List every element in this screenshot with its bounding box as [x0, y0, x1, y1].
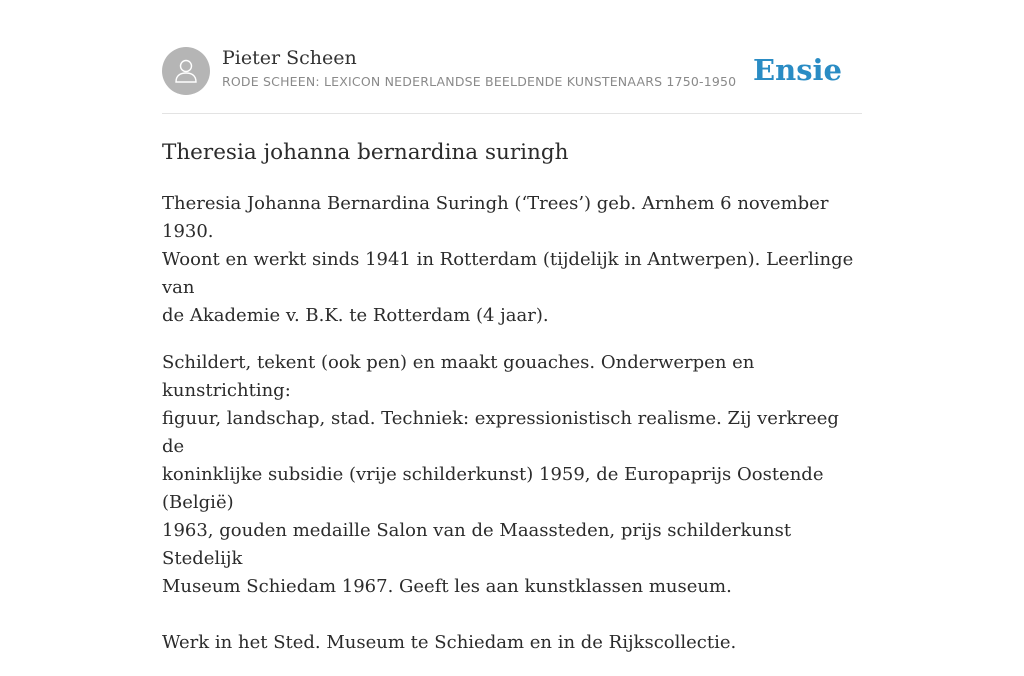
- paragraph-collections: Werk in het Sted. Museum te Schiedam en in de Rijkscollectie.: [162, 632, 737, 653]
- paragraph-work: Schildert, tekent (ook pen) en maakt gouaches. Onderwerpen en kunstrichting: figuur, landschap, stad. Techniek: expressionistisch realisme. Zij verkreeg de koninklijke subsidie (vrije schilderkunst) 1959, de Europaprijs Oostende (België) 1963, gouden medaille Salon van de Maassteden, prijs schilderkunst Stedelijk Museum Schiedam 1967. Geeft les aan kunstklassen museum.: [162, 352, 839, 597]
- article-header: [162, 46, 862, 96]
- author-name[interactable]: Pieter Scheen: [222, 47, 357, 69]
- avatar[interactable]: [162, 47, 210, 95]
- source-lexicon[interactable]: RODE SCHEEN: LEXICON NEDERLANDSE BEELDENDE KUNSTENAARS 1750-1950: [222, 74, 737, 89]
- article-title: Theresia johanna bernardina suringh: [162, 140, 569, 165]
- ensie-logo[interactable]: Ensie: [753, 53, 842, 87]
- header-divider: [162, 113, 862, 114]
- paragraph-biography: Theresia Johanna Bernardina Suringh (‘Trees’) geb. Arnhem 6 november 1930. Woont en werkt sinds 1941 in Rotterdam (tijdelijk in Antwerpen). Leerlinge van de Akademie v. B.K. te Rotterdam (4 jaar).: [162, 193, 854, 326]
- article-body: [162, 190, 862, 676]
- user-icon: [172, 57, 200, 85]
